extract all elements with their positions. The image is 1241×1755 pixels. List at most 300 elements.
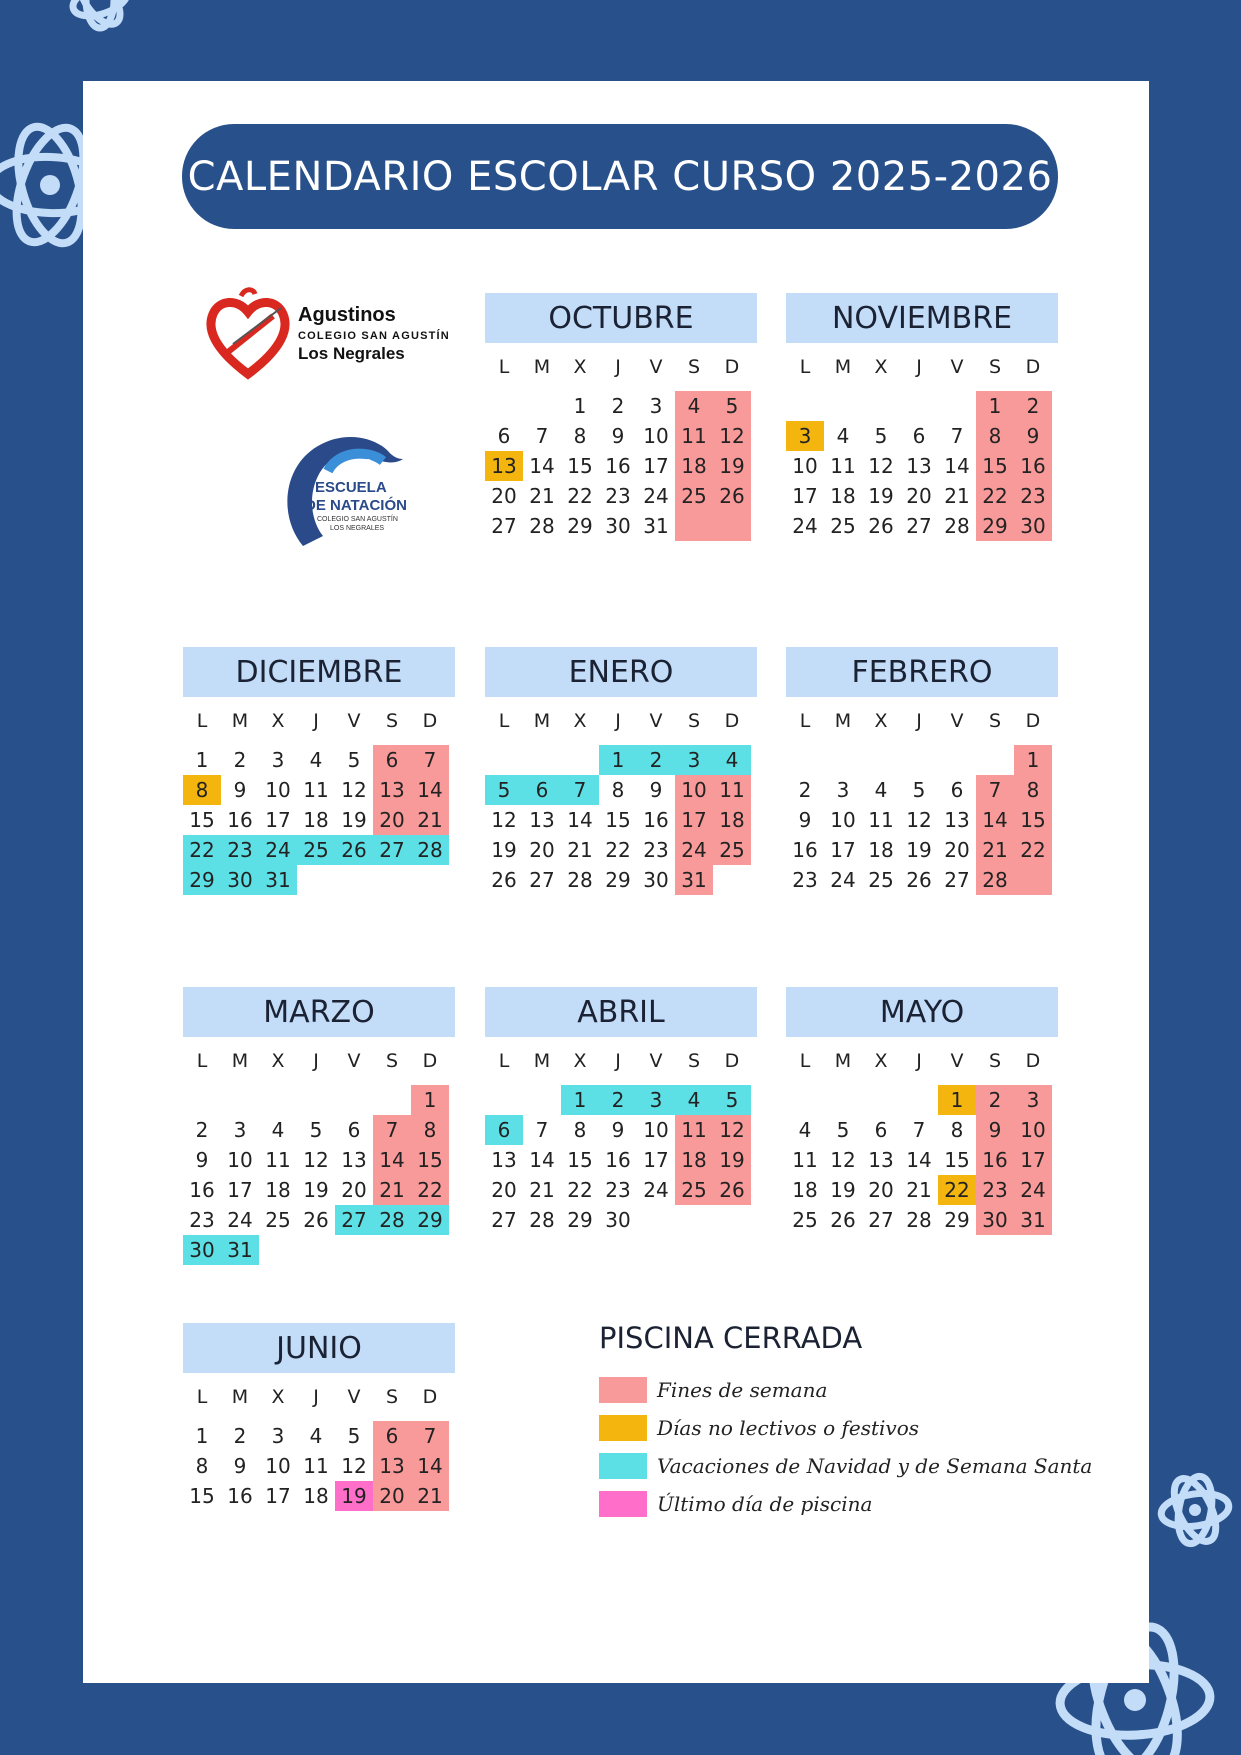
week-row xyxy=(183,805,455,835)
weekday-label: X xyxy=(573,710,587,732)
day-cell: 5 xyxy=(713,391,751,421)
weekday-label: X xyxy=(573,356,587,378)
day-cell: 27 xyxy=(491,1208,517,1232)
day-cell: 17 xyxy=(265,808,291,832)
day-cell: 27 xyxy=(529,868,555,892)
day-cell: 26 xyxy=(491,868,517,892)
day-cell: 16 xyxy=(227,1484,253,1508)
day-cell: 20 xyxy=(491,484,517,508)
day-cell: 28 xyxy=(944,514,970,538)
day-cell: 13 xyxy=(373,775,411,805)
week-row xyxy=(183,1085,455,1115)
day-cell: 22 xyxy=(567,484,593,508)
day-cell: 28 xyxy=(906,1208,932,1232)
week-row xyxy=(183,1451,455,1481)
day-cell: 4 xyxy=(836,424,850,448)
day-cell: 20 xyxy=(373,805,411,835)
day-cell: 29 xyxy=(183,865,221,895)
weekday-label: D xyxy=(1025,710,1041,732)
day-cell: 25 xyxy=(297,835,335,865)
day-cell: 26 xyxy=(830,1208,856,1232)
weekday-label: L xyxy=(196,1050,208,1072)
empty-cell xyxy=(411,1235,449,1265)
weekday-label: L xyxy=(196,710,208,732)
weekday-header xyxy=(485,343,757,391)
weekday-label: J xyxy=(916,710,922,732)
empty-cell xyxy=(335,1235,373,1265)
day-cell: 1 xyxy=(195,748,209,772)
day-cell: 5 xyxy=(713,1085,751,1115)
day-cell: 21 xyxy=(529,484,555,508)
month-title: MARZO xyxy=(183,987,455,1037)
weekday-label: D xyxy=(1025,356,1041,378)
day-cell: 23 xyxy=(792,868,818,892)
weekday-label: X xyxy=(271,710,285,732)
empty-cell xyxy=(297,865,335,895)
day-cell: 5 xyxy=(912,778,926,802)
day-cell: 12 xyxy=(713,421,751,451)
day-cell: 11 xyxy=(792,1148,818,1172)
empty-cell xyxy=(786,391,824,421)
week-row xyxy=(485,835,757,865)
page-title: CALENDARIO ESCOLAR CURSO 2025-2026 xyxy=(182,124,1058,229)
month-title: ABRIL xyxy=(485,987,757,1037)
day-cell: 2 xyxy=(233,748,247,772)
day-cell: 1 xyxy=(411,1085,449,1115)
day-cell: 7 xyxy=(950,424,964,448)
day-cell: 17 xyxy=(675,805,713,835)
day-cell: 17 xyxy=(830,838,856,862)
day-cell: 18 xyxy=(675,451,713,481)
day-cell: 17 xyxy=(265,1484,291,1508)
day-cell: 18 xyxy=(830,484,856,508)
weekday-label: V xyxy=(347,710,361,732)
day-cell: 13 xyxy=(529,808,555,832)
day-cell: 8 xyxy=(611,778,625,802)
day-cell: 10 xyxy=(830,808,856,832)
day-cell: 24 xyxy=(675,835,713,865)
day-cell: 29 xyxy=(605,868,631,892)
day-cell: 25 xyxy=(713,835,751,865)
day-cell: 16 xyxy=(605,1148,631,1172)
empty-cell xyxy=(523,391,561,421)
weekday-label: S xyxy=(385,710,399,732)
days-grid xyxy=(786,1085,1058,1235)
day-cell: 14 xyxy=(529,454,555,478)
weekday-label: D xyxy=(724,710,740,732)
day-cell: 30 xyxy=(976,1205,1014,1235)
day-cell: 11 xyxy=(868,808,894,832)
day-cell: 7 xyxy=(411,1421,449,1451)
day-cell: 21 xyxy=(976,835,1014,865)
day-cell: 4 xyxy=(309,1424,323,1448)
day-cell: 6 xyxy=(373,1421,411,1451)
day-cell: 14 xyxy=(373,1145,411,1175)
day-cell: 19 xyxy=(830,1178,856,1202)
day-cell: 29 xyxy=(411,1205,449,1235)
week-row xyxy=(786,1085,1058,1115)
swim-logo-line4: LOS NEGRALES xyxy=(330,525,385,532)
week-row xyxy=(183,1421,455,1451)
weekday-label: J xyxy=(615,710,621,732)
weekday-label: X xyxy=(874,710,888,732)
weekday-label: L xyxy=(498,356,510,378)
days-grid xyxy=(485,391,757,541)
empty-cell xyxy=(373,1085,411,1115)
week-row xyxy=(786,835,1058,865)
day-cell: 9 xyxy=(233,778,247,802)
day-cell: 2 xyxy=(233,1424,247,1448)
empty-cell xyxy=(297,1085,335,1115)
day-cell: 1 xyxy=(938,1085,976,1115)
weekday-label: M xyxy=(834,710,852,732)
month-title: MAYO xyxy=(786,987,1058,1037)
week-row xyxy=(786,1145,1058,1175)
week-row xyxy=(485,1085,757,1115)
day-cell: 27 xyxy=(373,835,411,865)
legend-title: PISCINA CERRADA xyxy=(599,1321,863,1355)
week-row xyxy=(485,1205,757,1235)
day-cell: 8 xyxy=(950,1118,964,1142)
day-cell: 15 xyxy=(944,1148,970,1172)
day-cell: 6 xyxy=(497,424,511,448)
logo-location: Los Negrales xyxy=(298,344,405,363)
day-cell: 3 xyxy=(786,421,824,451)
day-cell: 16 xyxy=(976,1145,1014,1175)
weekday-label: M xyxy=(231,710,249,732)
empty-cell xyxy=(786,1085,824,1115)
empty-cell xyxy=(411,865,449,895)
day-cell: 22 xyxy=(976,481,1014,511)
day-cell: 15 xyxy=(567,454,593,478)
day-cell: 22 xyxy=(183,835,221,865)
week-row xyxy=(183,1235,455,1265)
day-cell: 24 xyxy=(792,514,818,538)
days-grid xyxy=(183,745,455,895)
day-cell: 22 xyxy=(938,1175,976,1205)
swim-school-logo xyxy=(273,421,423,556)
day-cell: 16 xyxy=(227,808,253,832)
day-cell: 16 xyxy=(189,1178,215,1202)
empty-cell xyxy=(485,745,523,775)
legend-swatch-vacation xyxy=(599,1453,647,1479)
day-cell: 8 xyxy=(976,421,1014,451)
day-cell: 4 xyxy=(675,391,713,421)
weekday-label: J xyxy=(615,356,621,378)
empty-cell xyxy=(862,745,900,775)
day-cell: 12 xyxy=(868,454,894,478)
day-cell: 21 xyxy=(411,1481,449,1511)
day-cell: 11 xyxy=(265,1148,291,1172)
day-cell: 13 xyxy=(341,1148,367,1172)
day-cell: 24 xyxy=(227,1208,253,1232)
days-grid xyxy=(786,745,1058,895)
week-row xyxy=(183,1115,455,1145)
day-cell: 7 xyxy=(411,745,449,775)
day-cell: 30 xyxy=(183,1235,221,1265)
weekday-label: L xyxy=(799,710,811,732)
day-cell: 11 xyxy=(713,775,751,805)
day-cell: 11 xyxy=(830,454,856,478)
month-enero xyxy=(485,647,757,895)
day-cell: 20 xyxy=(373,1481,411,1511)
weekday-label: M xyxy=(231,1386,249,1408)
week-row xyxy=(183,1145,455,1175)
weekday-label: L xyxy=(799,1050,811,1072)
legend-label: Días no lectivos o festivos xyxy=(657,1416,920,1440)
week-row xyxy=(786,775,1058,805)
week-row xyxy=(183,745,455,775)
days-grid xyxy=(786,391,1058,541)
weekday-label: M xyxy=(834,356,852,378)
day-cell: 31 xyxy=(259,865,297,895)
month-mayo xyxy=(786,987,1058,1235)
empty-cell xyxy=(675,1205,713,1235)
weekday-label: J xyxy=(313,710,319,732)
day-cell: 25 xyxy=(830,514,856,538)
week-row xyxy=(485,805,757,835)
day-cell: 20 xyxy=(491,1178,517,1202)
day-cell: 4 xyxy=(309,748,323,772)
day-cell: 10 xyxy=(265,778,291,802)
week-row xyxy=(786,391,1058,421)
empty-cell xyxy=(259,1235,297,1265)
weekday-label: L xyxy=(498,1050,510,1072)
day-cell: 14 xyxy=(976,805,1014,835)
day-cell: 15 xyxy=(411,1145,449,1175)
day-cell: 6 xyxy=(347,1118,361,1142)
empty-cell xyxy=(637,1205,675,1235)
week-row xyxy=(786,745,1058,775)
day-cell: 22 xyxy=(411,1175,449,1205)
day-cell: 8 xyxy=(1014,775,1052,805)
day-cell: 8 xyxy=(411,1115,449,1145)
week-row xyxy=(786,1115,1058,1145)
day-cell: 6 xyxy=(950,778,964,802)
empty-cell xyxy=(373,1235,411,1265)
day-cell: 27 xyxy=(906,514,932,538)
day-cell: 31 xyxy=(1014,1205,1052,1235)
day-cell: 3 xyxy=(271,1424,285,1448)
week-row xyxy=(183,1205,455,1235)
day-cell: 12 xyxy=(491,808,517,832)
day-cell: 1 xyxy=(195,1424,209,1448)
day-cell: 21 xyxy=(567,838,593,862)
day-cell: 28 xyxy=(373,1205,411,1235)
week-row xyxy=(786,451,1058,481)
day-cell: 26 xyxy=(713,481,751,511)
week-row xyxy=(485,745,757,775)
legend-item xyxy=(599,1409,1119,1447)
day-cell: 4 xyxy=(271,1118,285,1142)
day-cell: 13 xyxy=(491,1148,517,1172)
week-row xyxy=(786,421,1058,451)
empty-cell xyxy=(713,865,751,895)
week-row xyxy=(485,481,757,511)
empty-cell xyxy=(523,745,561,775)
weekday-label: M xyxy=(533,356,551,378)
weekday-label: J xyxy=(313,1386,319,1408)
day-cell: 23 xyxy=(189,1208,215,1232)
legend-item xyxy=(599,1371,1119,1409)
weekday-label: D xyxy=(724,1050,740,1072)
day-cell: 3 xyxy=(233,1118,247,1142)
weekday-label: S xyxy=(988,710,1002,732)
weekday-label: J xyxy=(916,1050,922,1072)
day-cell: 19 xyxy=(303,1178,329,1202)
weekday-label: X xyxy=(874,1050,888,1072)
weekday-label: L xyxy=(799,356,811,378)
empty-cell xyxy=(976,745,1014,775)
day-cell: 15 xyxy=(976,451,1014,481)
day-cell: 15 xyxy=(1014,805,1052,835)
day-cell: 1 xyxy=(573,394,587,418)
days-grid xyxy=(183,1085,455,1265)
weekday-label: D xyxy=(422,1050,438,1072)
day-cell: 9 xyxy=(649,778,663,802)
day-cell: 5 xyxy=(347,1424,361,1448)
empty-cell xyxy=(297,1235,335,1265)
day-cell: 14 xyxy=(567,808,593,832)
day-cell: 23 xyxy=(643,838,669,862)
day-cell: 28 xyxy=(411,835,449,865)
day-cell: 2 xyxy=(195,1118,209,1142)
weekday-header xyxy=(786,343,1058,391)
weekday-label: X xyxy=(874,356,888,378)
day-cell: 18 xyxy=(303,808,329,832)
legend-swatch-weekend xyxy=(599,1377,647,1403)
month-diciembre xyxy=(183,647,455,895)
weekday-label: V xyxy=(950,710,964,732)
month-junio xyxy=(183,1323,455,1511)
empty-cell xyxy=(1014,865,1052,895)
day-cell: 18 xyxy=(675,1145,713,1175)
week-row xyxy=(485,1115,757,1145)
day-cell: 13 xyxy=(373,1451,411,1481)
month-title: DICIEMBRE xyxy=(183,647,455,697)
day-cell: 19 xyxy=(713,451,751,481)
day-cell: 8 xyxy=(183,775,221,805)
legend-label: Fines de semana xyxy=(657,1378,828,1402)
day-cell: 9 xyxy=(611,424,625,448)
week-row xyxy=(786,1175,1058,1205)
day-cell: 8 xyxy=(573,424,587,448)
day-cell: 4 xyxy=(874,778,888,802)
weekday-label: J xyxy=(916,356,922,378)
day-cell: 16 xyxy=(1014,451,1052,481)
day-cell: 15 xyxy=(189,808,215,832)
day-cell: 17 xyxy=(227,1178,253,1202)
weekday-label: D xyxy=(1025,1050,1041,1072)
empty-cell xyxy=(221,1085,259,1115)
day-cell: 5 xyxy=(874,424,888,448)
weekday-label: S xyxy=(385,1050,399,1072)
weekday-header xyxy=(485,1037,757,1085)
day-cell: 19 xyxy=(713,1145,751,1175)
month-marzo xyxy=(183,987,455,1265)
day-cell: 10 xyxy=(227,1148,253,1172)
day-cell: 13 xyxy=(944,808,970,832)
week-row xyxy=(786,481,1058,511)
empty-cell xyxy=(938,745,976,775)
empty-cell xyxy=(485,1085,523,1115)
day-cell: 10 xyxy=(643,424,669,448)
day-cell: 18 xyxy=(868,838,894,862)
day-cell: 1 xyxy=(976,391,1014,421)
day-cell: 11 xyxy=(675,421,713,451)
day-cell: 19 xyxy=(491,838,517,862)
day-cell: 3 xyxy=(649,394,663,418)
heart-logo-icon xyxy=(203,286,293,382)
day-cell: 19 xyxy=(341,808,367,832)
day-cell: 4 xyxy=(713,745,751,775)
legend xyxy=(599,1321,1119,1523)
weekday-label: X xyxy=(271,1386,285,1408)
month-title: OCTUBRE xyxy=(485,293,757,343)
week-row xyxy=(485,391,757,421)
day-cell: 30 xyxy=(643,868,669,892)
empty-cell xyxy=(862,1085,900,1115)
legend-swatch-holiday xyxy=(599,1415,647,1441)
weekday-label: S xyxy=(988,356,1002,378)
weekday-header xyxy=(183,697,455,745)
day-cell: 17 xyxy=(1014,1145,1052,1175)
weekday-label: M xyxy=(533,710,551,732)
month-febrero xyxy=(786,647,1058,895)
month-abril xyxy=(485,987,757,1235)
day-cell: 21 xyxy=(906,1178,932,1202)
day-cell: 10 xyxy=(265,1454,291,1478)
week-row xyxy=(183,1481,455,1511)
day-cell: 3 xyxy=(637,1085,675,1115)
day-cell: 11 xyxy=(303,778,329,802)
day-cell: 7 xyxy=(535,1118,549,1142)
day-cell: 25 xyxy=(868,868,894,892)
day-cell: 6 xyxy=(912,424,926,448)
empty-cell xyxy=(713,511,751,541)
day-cell: 5 xyxy=(485,775,523,805)
day-cell: 7 xyxy=(561,775,599,805)
day-cell: 1 xyxy=(1014,745,1052,775)
day-cell: 2 xyxy=(976,1085,1014,1115)
weekday-label: V xyxy=(950,356,964,378)
day-cell: 29 xyxy=(567,1208,593,1232)
day-cell: 26 xyxy=(303,1208,329,1232)
week-row xyxy=(786,865,1058,895)
day-cell: 8 xyxy=(573,1118,587,1142)
empty-cell xyxy=(259,1085,297,1115)
day-cell: 20 xyxy=(341,1178,367,1202)
empty-cell xyxy=(900,1085,938,1115)
day-cell: 10 xyxy=(792,454,818,478)
day-cell: 27 xyxy=(491,514,517,538)
day-cell: 27 xyxy=(335,1205,373,1235)
day-cell: 15 xyxy=(189,1484,215,1508)
day-cell: 9 xyxy=(976,1115,1014,1145)
day-cell: 22 xyxy=(1014,835,1052,865)
day-cell: 24 xyxy=(643,484,669,508)
day-cell: 17 xyxy=(643,454,669,478)
legend-label: Vacaciones de Navidad y de Semana Santa xyxy=(657,1454,1093,1478)
legend-item xyxy=(599,1447,1119,1485)
month-title: ENERO xyxy=(485,647,757,697)
day-cell: 21 xyxy=(411,805,449,835)
week-row xyxy=(485,775,757,805)
week-row xyxy=(786,1205,1058,1235)
day-cell: 15 xyxy=(567,1148,593,1172)
weekday-label: V xyxy=(649,1050,663,1072)
weekday-header xyxy=(485,697,757,745)
